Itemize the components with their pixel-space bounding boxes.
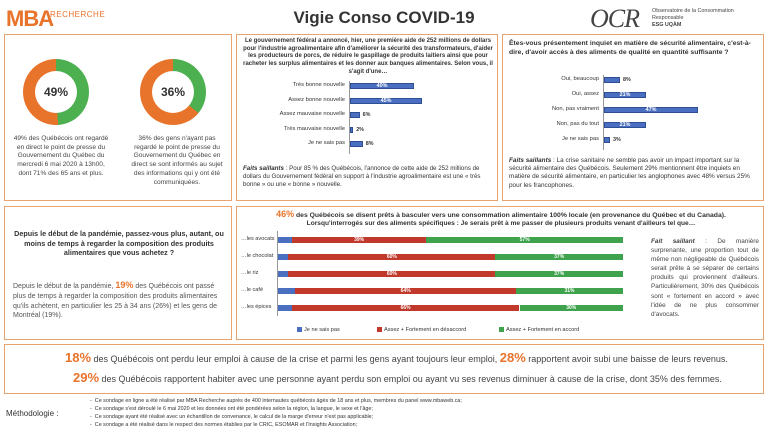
segment-desaccord: 60% bbox=[288, 254, 495, 260]
bar-value: 21% bbox=[619, 122, 631, 128]
methodology-line: - Ce sondage en ligne a été réalisé par MBA Recherche auprès de 400 internautes québécois âgés de 18 ans et plus, membres du panel www.mbaweb.ca; bbox=[90, 398, 462, 404]
bar bbox=[350, 112, 360, 118]
federal-bar-chart bbox=[237, 81, 499, 161]
local-stacked-chart bbox=[237, 231, 637, 341]
segment-accord: 37% bbox=[495, 254, 623, 260]
donut-text: 36% des gens n'ayant pas regardé le point de presse du Gouvernement du Québec en direct se sont informés au sujet des informations qui y ont été communiquées. bbox=[131, 135, 223, 186]
stacked-row-label: …le café bbox=[241, 287, 264, 293]
highlight-stat: 46% bbox=[276, 209, 295, 219]
bar bbox=[350, 141, 363, 147]
faits-text: : De manière surprenante, une proportion tout de même non négligeable de Québécois serait prête à se séparer de certains produits qui proviennent d'ailleurs. Particulièrement, 30% des Québécois sont « fortement en accord » avec l'idée de ne plus consommer d'avocats. bbox=[651, 238, 759, 318]
donut-value: 49% bbox=[35, 71, 77, 113]
stacked-row-label: …le riz bbox=[241, 270, 259, 276]
bar-value: 45% bbox=[380, 97, 392, 104]
donut-chart-informed bbox=[140, 59, 206, 125]
methodology-line-text: Ce sondage a été réalisé dans le respect des normes établies par le CRIC, ESOMAR et l'Insights Association; bbox=[94, 422, 358, 428]
faits-saillants bbox=[243, 165, 495, 189]
bar-value: 6% bbox=[362, 112, 371, 118]
legend-swatch bbox=[377, 327, 382, 332]
methodology-line: - Ce sondage s'est déroulé le 6 mai 2020 et les données ont été pondérées selon la région, la langue, le sexe et l'âge; bbox=[90, 406, 373, 412]
bar bbox=[350, 127, 353, 133]
bar-label: Assez bonne nouvelle bbox=[288, 96, 345, 103]
donut-text: 49% des Québécois ont regardé en direct le point de presse du Gouvernement du Québec du mercredi 6 mai 2020 à 13h00, dont 71% des 65 ans et plus. bbox=[13, 135, 109, 177]
page-title: Vigie Conso COVID-19 bbox=[293, 8, 475, 27]
bar-value: 8% bbox=[365, 141, 374, 147]
bar-value: 3% bbox=[613, 137, 621, 143]
methodology-line: - Ce sondage a été réalisé dans le respect des normes établies par le CRIC, ESOMAR et l'Insights Association; bbox=[90, 422, 358, 428]
faits-text: : Pour 85 % des Québécois, l'annonce de cette aide de 252 millions de dollars du Gouvernement fédéral en support à l'industrie agroalimentaire est une « très bonne » ou une « bonne » nouvelle. bbox=[243, 165, 481, 188]
segment-accord: 31% bbox=[516, 288, 623, 294]
mba-logo-sub: RECHERCHE bbox=[50, 10, 106, 19]
methodology-line-text: Ce sondage s'est déroulé le 6 mai 2020 et les données ont été pondérées selon la région, la langue, le sexe et l'âge; bbox=[94, 406, 373, 412]
bar-label: Je ne sais pas bbox=[561, 136, 599, 142]
faits-label: Faits saillants bbox=[243, 165, 284, 172]
ocr-caption-line2: ESG UQÀM bbox=[652, 22, 682, 29]
faits-saillants bbox=[509, 157, 761, 190]
bar-label: Très bonne nouvelle bbox=[292, 82, 345, 88]
legend-label: Assez + Fortement en accord bbox=[506, 327, 580, 333]
stat-value: 18% bbox=[65, 350, 92, 365]
household-stat-line bbox=[73, 370, 763, 385]
bar-label: Très mauvaise nouvelle bbox=[283, 125, 345, 132]
bar-value: 2% bbox=[356, 126, 364, 133]
segment-accord: 37% bbox=[495, 271, 623, 277]
body-pre: Depuis le début de la pandémie, bbox=[13, 283, 116, 290]
segment-desaccord: 66% bbox=[292, 305, 520, 311]
faits-label: Faits saillants bbox=[509, 157, 552, 164]
bar-label: Je ne sais pas bbox=[307, 140, 345, 146]
food-security-panel bbox=[502, 34, 764, 201]
highlight-stat: 19% bbox=[115, 280, 134, 290]
stat-text: des Québécois ont perdu leur emploi à cause de la crise et parmi les gens ayant toujours leur emploi, bbox=[91, 354, 500, 364]
composition-time-panel bbox=[4, 206, 232, 340]
panel-question: Êtes-vous présentement inquiet en matière de sécurité alimentaire, c'est-à-dire, d'avoir accès à des aliments de qualité en quantité suffisante ? bbox=[509, 40, 751, 56]
mba-logo: MBA bbox=[6, 6, 54, 31]
legend-label: Assez + Fortement en désaccord bbox=[384, 327, 467, 333]
segment-nsp bbox=[278, 305, 292, 311]
faits-label: Fait saillant bbox=[651, 238, 695, 245]
segment-nsp bbox=[278, 237, 292, 243]
donuts-panel bbox=[4, 34, 232, 201]
stat-value: 29% bbox=[73, 370, 100, 385]
panel-intro: Le gouvernement fédéral a annoncé, hier, une première aide de 252 millions de dollars pour l'industrie agroalimentaire afin d'améliorer la sécurité des transformateurs, d'aider les producteurs de porcs, de réduire le gaspillage de produits laitiers ainsi que pour racheter les surplus alimentaires et les donner aux banques alimentaires. Selon vous, il s'agit d'une… bbox=[243, 38, 493, 75]
bar-label: Oui, assez bbox=[571, 91, 599, 97]
ocr-caption bbox=[652, 8, 762, 29]
bar-label: Oui, beaucoup bbox=[561, 76, 599, 82]
methodology-label: Méthodologie : bbox=[6, 409, 59, 418]
bar-value: 47% bbox=[645, 107, 657, 113]
stacked-row-label: …les avocats bbox=[241, 236, 275, 242]
segment-accord: 57% bbox=[426, 237, 623, 243]
bar-label: Non, pas du tout bbox=[556, 121, 599, 127]
legend-item bbox=[499, 327, 579, 333]
bar-label: Assez mauvaise nouvelle bbox=[279, 111, 345, 117]
food-security-bar-chart bbox=[503, 75, 765, 155]
legend-swatch bbox=[499, 327, 504, 332]
methodology-line-text: Ce sondage en ligne a été réalisé par MBA Recherche auprès de 400 internautes québécois âgés de 18 ans et plus, membres du panel www.mbaweb.ca; bbox=[94, 398, 462, 404]
ocr-caption-line1: Observatoire de la Consommation Responsable bbox=[652, 8, 734, 22]
stat-value: 28% bbox=[499, 350, 526, 365]
stacked-row-label: …le chocolat bbox=[241, 253, 274, 259]
bar-value: 21% bbox=[619, 92, 631, 98]
legend-label: Je ne sais pas bbox=[304, 327, 340, 333]
segment-accord: 30% bbox=[520, 305, 624, 311]
panel-body bbox=[13, 279, 227, 321]
employment-stat-line bbox=[65, 350, 755, 365]
segment-desaccord: 39% bbox=[292, 237, 427, 243]
segment-nsp bbox=[278, 271, 288, 277]
panel-title bbox=[241, 209, 761, 219]
panel-subtitle: Lorsqu'interrogés sur des aliments spécifiques : Je serais prêt à me passer de plusieurs produits venant d'ailleurs tel que… bbox=[306, 220, 696, 227]
ocr-logo: OCR bbox=[590, 4, 639, 33]
donut-value: 36% bbox=[152, 71, 194, 113]
stat-text: des Québécois rapportent habiter avec une personne ayant perdu son emploi ou ayant vu ses revenus diminuer à cause de la crise, dont 35% des femmes. bbox=[99, 374, 722, 384]
segment-nsp bbox=[278, 254, 288, 260]
legend-swatch bbox=[297, 327, 302, 332]
fait-saillant bbox=[651, 237, 759, 319]
employment-stats-panel bbox=[4, 344, 764, 394]
stat-text: rapportent avoir subi une baisse de leurs revenus. bbox=[525, 354, 728, 364]
bar bbox=[604, 137, 610, 143]
bar-value: 8% bbox=[623, 77, 631, 83]
panel-question: Depuis le début de la pandémie, passez-vous plus, autant, ou moins de temps à regarder la composition des produits alimentaires que vous achetez ? bbox=[14, 229, 224, 258]
stacked-row-label: …les épices bbox=[241, 304, 272, 310]
segment-desaccord: 64% bbox=[295, 288, 516, 294]
body-post: des Québécois ont passé plus de temps à regarder la composition des produits alimentaires qu'ils achètent, en particulier les 25 à 34 ans (26%) et les gens de Montréal (19%). bbox=[13, 283, 218, 320]
donut-chart-direct bbox=[23, 59, 89, 125]
segment-desaccord: 60% bbox=[288, 271, 495, 277]
federal-aid-panel bbox=[236, 34, 498, 201]
methodology-line-text: Ce sondage ayant été réalisé avec un échantillon de convenance, le calcul de la marge d'erreur n'est pas applicable; bbox=[94, 414, 374, 420]
local-consumption-panel bbox=[236, 206, 764, 340]
faits-text: : La crise sanitaire ne semble pas avoir un impact important sur la sécurité alimentaire des Québécois. Seulement 29% mentionnent être inquiets en matière de sécurité alimentaire, en particulier les anglophones avec 48% versus 25% pour les francophones. bbox=[509, 157, 750, 189]
legend-item bbox=[297, 327, 340, 333]
bar-value: 40% bbox=[376, 83, 388, 89]
title-text: des Québécois se disent prêts à basculer vers une consommation alimentaire 100% locale (en provenance du Québec et du Canada). bbox=[294, 212, 726, 219]
bar bbox=[604, 77, 620, 83]
methodology-line: - Ce sondage ayant été réalisé avec un échantillon de convenance, le calcul de la marge d'erreur n'est pas applicable; bbox=[90, 414, 374, 420]
bar-label: Non, pas vraiment bbox=[551, 106, 599, 112]
legend-item bbox=[377, 327, 466, 333]
segment-nsp bbox=[278, 288, 295, 294]
